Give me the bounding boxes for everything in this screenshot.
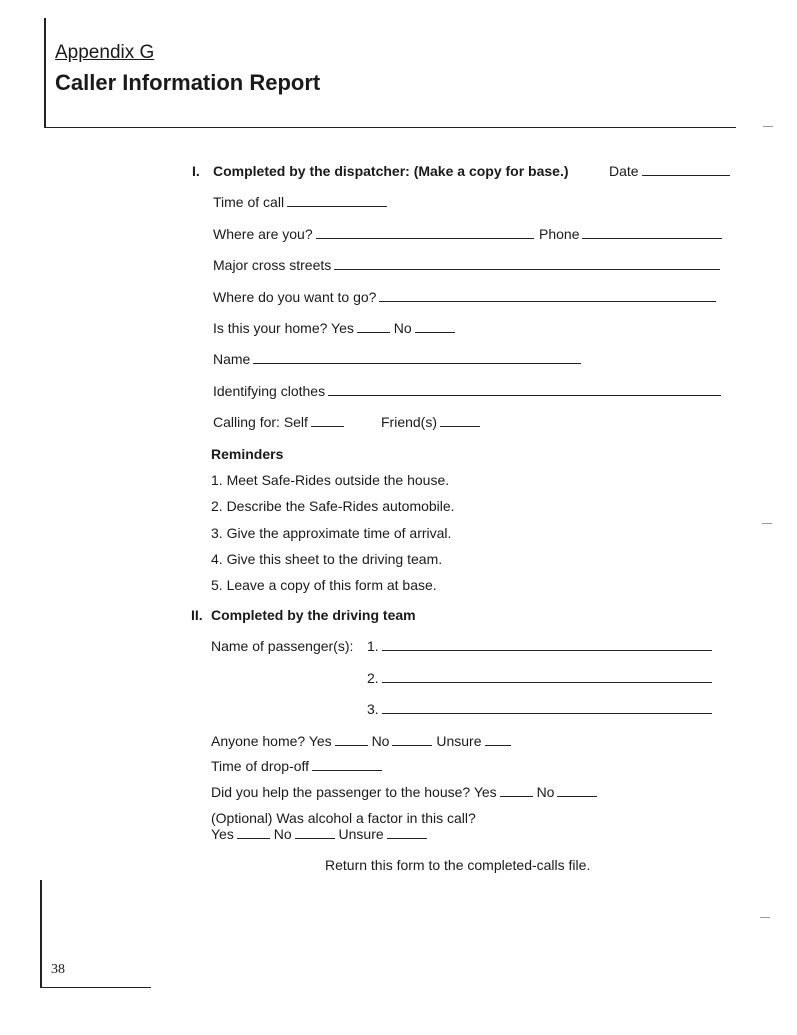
- anyone-home-yes-blank[interactable]: [335, 734, 368, 746]
- date-label: Date: [609, 163, 639, 179]
- reminders-heading: Reminders: [211, 446, 284, 462]
- where-are-you-blank[interactable]: [316, 227, 534, 239]
- section-2-heading: Completed by the driving team: [211, 607, 416, 623]
- anyone-home-field[interactable]: [211, 733, 511, 749]
- where-are-you-label: Where are you?: [213, 226, 313, 242]
- friends-label: Friend(s): [381, 414, 438, 430]
- destination-label: Where do you want to go?: [213, 289, 377, 305]
- scan-mark: [763, 126, 773, 127]
- passenger-number: 1.: [367, 638, 379, 654]
- self-label: Self: [283, 414, 308, 430]
- name-field[interactable]: [213, 351, 581, 367]
- time-dropoff-blank[interactable]: [312, 759, 382, 771]
- alcohol-answers[interactable]: [211, 826, 427, 842]
- passenger-2-blank[interactable]: [382, 671, 712, 683]
- calling-for-field[interactable]: [213, 414, 344, 430]
- anyone-home-no-blank[interactable]: [392, 734, 432, 746]
- alcohol-no-label: No: [273, 826, 292, 842]
- appendix-label: Appendix G: [55, 42, 155, 63]
- destination-field[interactable]: [213, 289, 716, 305]
- calling-for-label: Calling for:: [213, 414, 280, 430]
- alcohol-yes-label: Yes: [211, 826, 234, 842]
- is-home-no-label: No: [393, 320, 412, 336]
- reminder-item: 2. Describe the Safe-Rides automobile.: [211, 498, 455, 514]
- destination-blank[interactable]: [379, 290, 716, 302]
- friends-field[interactable]: [381, 414, 480, 430]
- time-of-call-field[interactable]: [213, 194, 387, 210]
- phone-field[interactable]: [539, 226, 722, 242]
- passenger-3-field[interactable]: [367, 701, 712, 717]
- friends-blank[interactable]: [440, 415, 480, 427]
- header-rule: [44, 127, 736, 128]
- alcohol-unsure-blank[interactable]: [387, 827, 427, 839]
- cross-streets-label: Major cross streets: [213, 257, 332, 273]
- passenger-1-field[interactable]: [367, 638, 712, 654]
- cross-streets-field[interactable]: [213, 257, 720, 273]
- passenger-2-field[interactable]: [367, 670, 712, 686]
- alcohol-yes-blank[interactable]: [237, 827, 270, 839]
- help-passenger-no-label: No: [536, 784, 555, 800]
- where-are-you-field[interactable]: [213, 226, 534, 242]
- alcohol-no-blank[interactable]: [295, 827, 335, 839]
- anyone-home-unsure-label: Unsure: [436, 733, 482, 749]
- is-home-label: Is this your home?: [213, 320, 328, 336]
- alcohol-unsure-label: Unsure: [338, 826, 384, 842]
- name-label: Name: [213, 351, 251, 367]
- cross-streets-blank[interactable]: [334, 258, 720, 270]
- anyone-home-no-label: No: [371, 733, 390, 749]
- left-margin-rule-bottom: [40, 880, 42, 988]
- anyone-home-label: Anyone home?: [211, 733, 306, 749]
- time-dropoff-field[interactable]: [211, 758, 382, 774]
- clothes-field[interactable]: [213, 383, 721, 399]
- self-blank[interactable]: [311, 415, 344, 427]
- scan-mark: [760, 917, 770, 918]
- scan-mark: [762, 523, 772, 524]
- passenger-number: 2.: [367, 670, 379, 686]
- section-2-numeral: II.: [191, 607, 203, 623]
- anyone-home-unsure-blank[interactable]: [485, 734, 511, 746]
- reminder-item: 1. Meet Safe-Rides outside the house.: [211, 472, 450, 488]
- phone-label: Phone: [539, 226, 580, 242]
- reminder-item: 3. Give the approximate time of arrival.: [211, 525, 452, 541]
- anyone-home-yes-label: Yes: [308, 733, 332, 749]
- section-1-numeral: I.: [192, 163, 200, 179]
- left-margin-rule-top: [44, 18, 46, 128]
- time-dropoff-label: Time of drop-off: [211, 758, 310, 774]
- page-number: 38: [51, 962, 65, 977]
- help-passenger-yes-blank[interactable]: [500, 785, 533, 797]
- help-passenger-field[interactable]: [211, 784, 597, 800]
- footer-rule: [40, 987, 151, 988]
- page-title: Caller Information Report: [55, 70, 321, 95]
- is-home-no-blank[interactable]: [415, 321, 455, 333]
- time-of-call-blank[interactable]: [287, 195, 387, 207]
- passenger-3-blank[interactable]: [382, 702, 712, 714]
- is-home-field[interactable]: [213, 320, 455, 336]
- name-blank[interactable]: [253, 352, 581, 364]
- clothes-label: Identifying clothes: [213, 383, 326, 399]
- passengers-label: Name of passenger(s):: [211, 638, 354, 654]
- clothes-blank[interactable]: [328, 384, 721, 396]
- help-passenger-no-blank[interactable]: [557, 785, 597, 797]
- date-field[interactable]: [609, 163, 730, 179]
- section-1-heading: Completed by the dispatcher: (Make a copy for base.): [213, 163, 569, 179]
- alcohol-question: (Optional) Was alcohol a factor in this call?: [211, 810, 476, 826]
- time-of-call-label: Time of call: [213, 194, 285, 210]
- help-passenger-yes-label: Yes: [473, 784, 497, 800]
- passenger-1-blank[interactable]: [382, 639, 712, 651]
- is-home-yes-blank[interactable]: [357, 321, 390, 333]
- date-blank[interactable]: [642, 164, 730, 176]
- passenger-number: 3.: [367, 701, 379, 717]
- phone-blank[interactable]: [582, 227, 722, 239]
- help-passenger-label: Did you help the passenger to the house?: [211, 784, 471, 800]
- reminder-item: 4. Give this sheet to the driving team.: [211, 551, 443, 567]
- return-note: Return this form to the completed-calls file.: [325, 857, 591, 873]
- is-home-yes-label: Yes: [331, 320, 354, 336]
- reminder-item: 5. Leave a copy of this form at base.: [211, 577, 437, 593]
